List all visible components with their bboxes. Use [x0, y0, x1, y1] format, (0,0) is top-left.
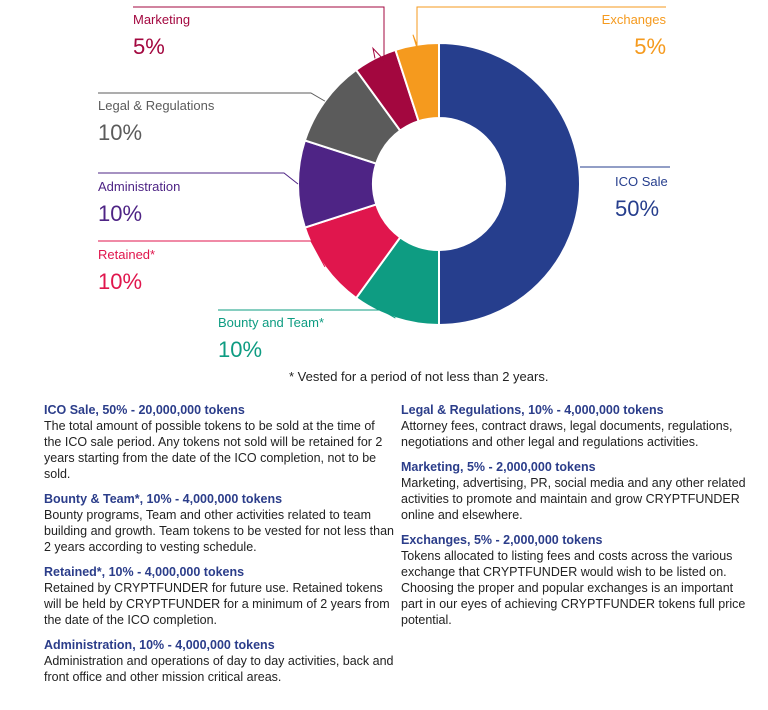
slice-name-exchanges: Exchanges — [601, 12, 666, 27]
description-body: Bounty programs, Team and other activities related to team building and growth. Team tokens to be vested for not less than 2 years according to vesting schedule. — [44, 508, 394, 554]
description-item — [401, 402, 751, 450]
slice-name-bounty-and-team: Bounty and Team* — [218, 315, 324, 330]
slice-value-marketing: 5% — [133, 34, 165, 59]
description-body: The total amount of possible tokens to be sold at the time of the ICO sale period. Any tokens not sold will be retained for 2 years starting from the date of the ICO completion, not to be sold. — [44, 419, 383, 481]
slice-value-exchanges: 5% — [634, 34, 666, 59]
slice-name-legal-regulations: Legal & Regulations — [98, 98, 215, 113]
description-item — [401, 459, 751, 523]
slice-value-retained: 10% — [98, 269, 143, 294]
description-title: Marketing, 5% - 2,000,000 tokens — [401, 460, 596, 474]
description-body: Attorney fees, contract draws, legal documents, regulations, negotiations and other legal and regulations activities. — [401, 419, 733, 449]
description-title: Administration, 10% - 4,000,000 tokens — [44, 638, 275, 652]
slice-name-retained: Retained* — [98, 247, 156, 262]
slice-name-ico-sale: ICO Sale — [615, 174, 668, 189]
description-item — [44, 564, 394, 628]
description-title: Exchanges, 5% - 2,000,000 tokens — [401, 533, 603, 547]
description-title: ICO Sale, 50% - 20,000,000 tokens — [44, 403, 245, 417]
description-body: Tokens allocated to listing fees and costs across the various exchange that CRYPTFUNDER would wish to be listed on. Choosing the proper and popular exchanges is an important part in our eyes of achieving CRYPTFUNDER tokens full price potential. — [401, 549, 746, 627]
description-body: Administration and operations of day to day activities, back and front office and other mission critical areas. — [44, 654, 394, 684]
description-item — [44, 491, 394, 555]
description-title: Legal & Regulations, 10% - 4,000,000 tokens — [401, 403, 664, 417]
description-title: Bounty & Team*, 10% - 4,000,000 tokens — [44, 492, 283, 506]
slice-value-administration: 10% — [98, 201, 143, 226]
slice-name-marketing: Marketing — [133, 12, 191, 27]
slice-value-bounty-and-team: 10% — [218, 337, 263, 362]
descriptions-right-column — [401, 402, 751, 637]
description-body: Marketing, advertising, PR, social media and any other related activities to promote and maintain and grow CRYPTFUNDER online and elsewhere. — [401, 476, 746, 522]
description-item — [401, 532, 751, 628]
slice-ico-sale — [439, 43, 580, 325]
slice-name-administration: Administration — [98, 179, 181, 194]
slice-value-ico-sale: 50% — [615, 196, 660, 221]
description-title: Retained*, 10% - 4,000,000 tokens — [44, 565, 245, 579]
vesting-footnote: * Vested for a period of not less than 2 years. — [289, 369, 549, 384]
description-item — [44, 637, 394, 685]
description-item — [44, 402, 394, 482]
slice-value-legal-regulations: 10% — [98, 120, 143, 145]
description-body: Retained by CRYPTFUNDER for future use. Retained tokens will be held by CRYPTFUNDER for a minimum of 2 years from the date of the ICO completion. — [44, 581, 390, 627]
descriptions-left-column — [44, 402, 394, 694]
